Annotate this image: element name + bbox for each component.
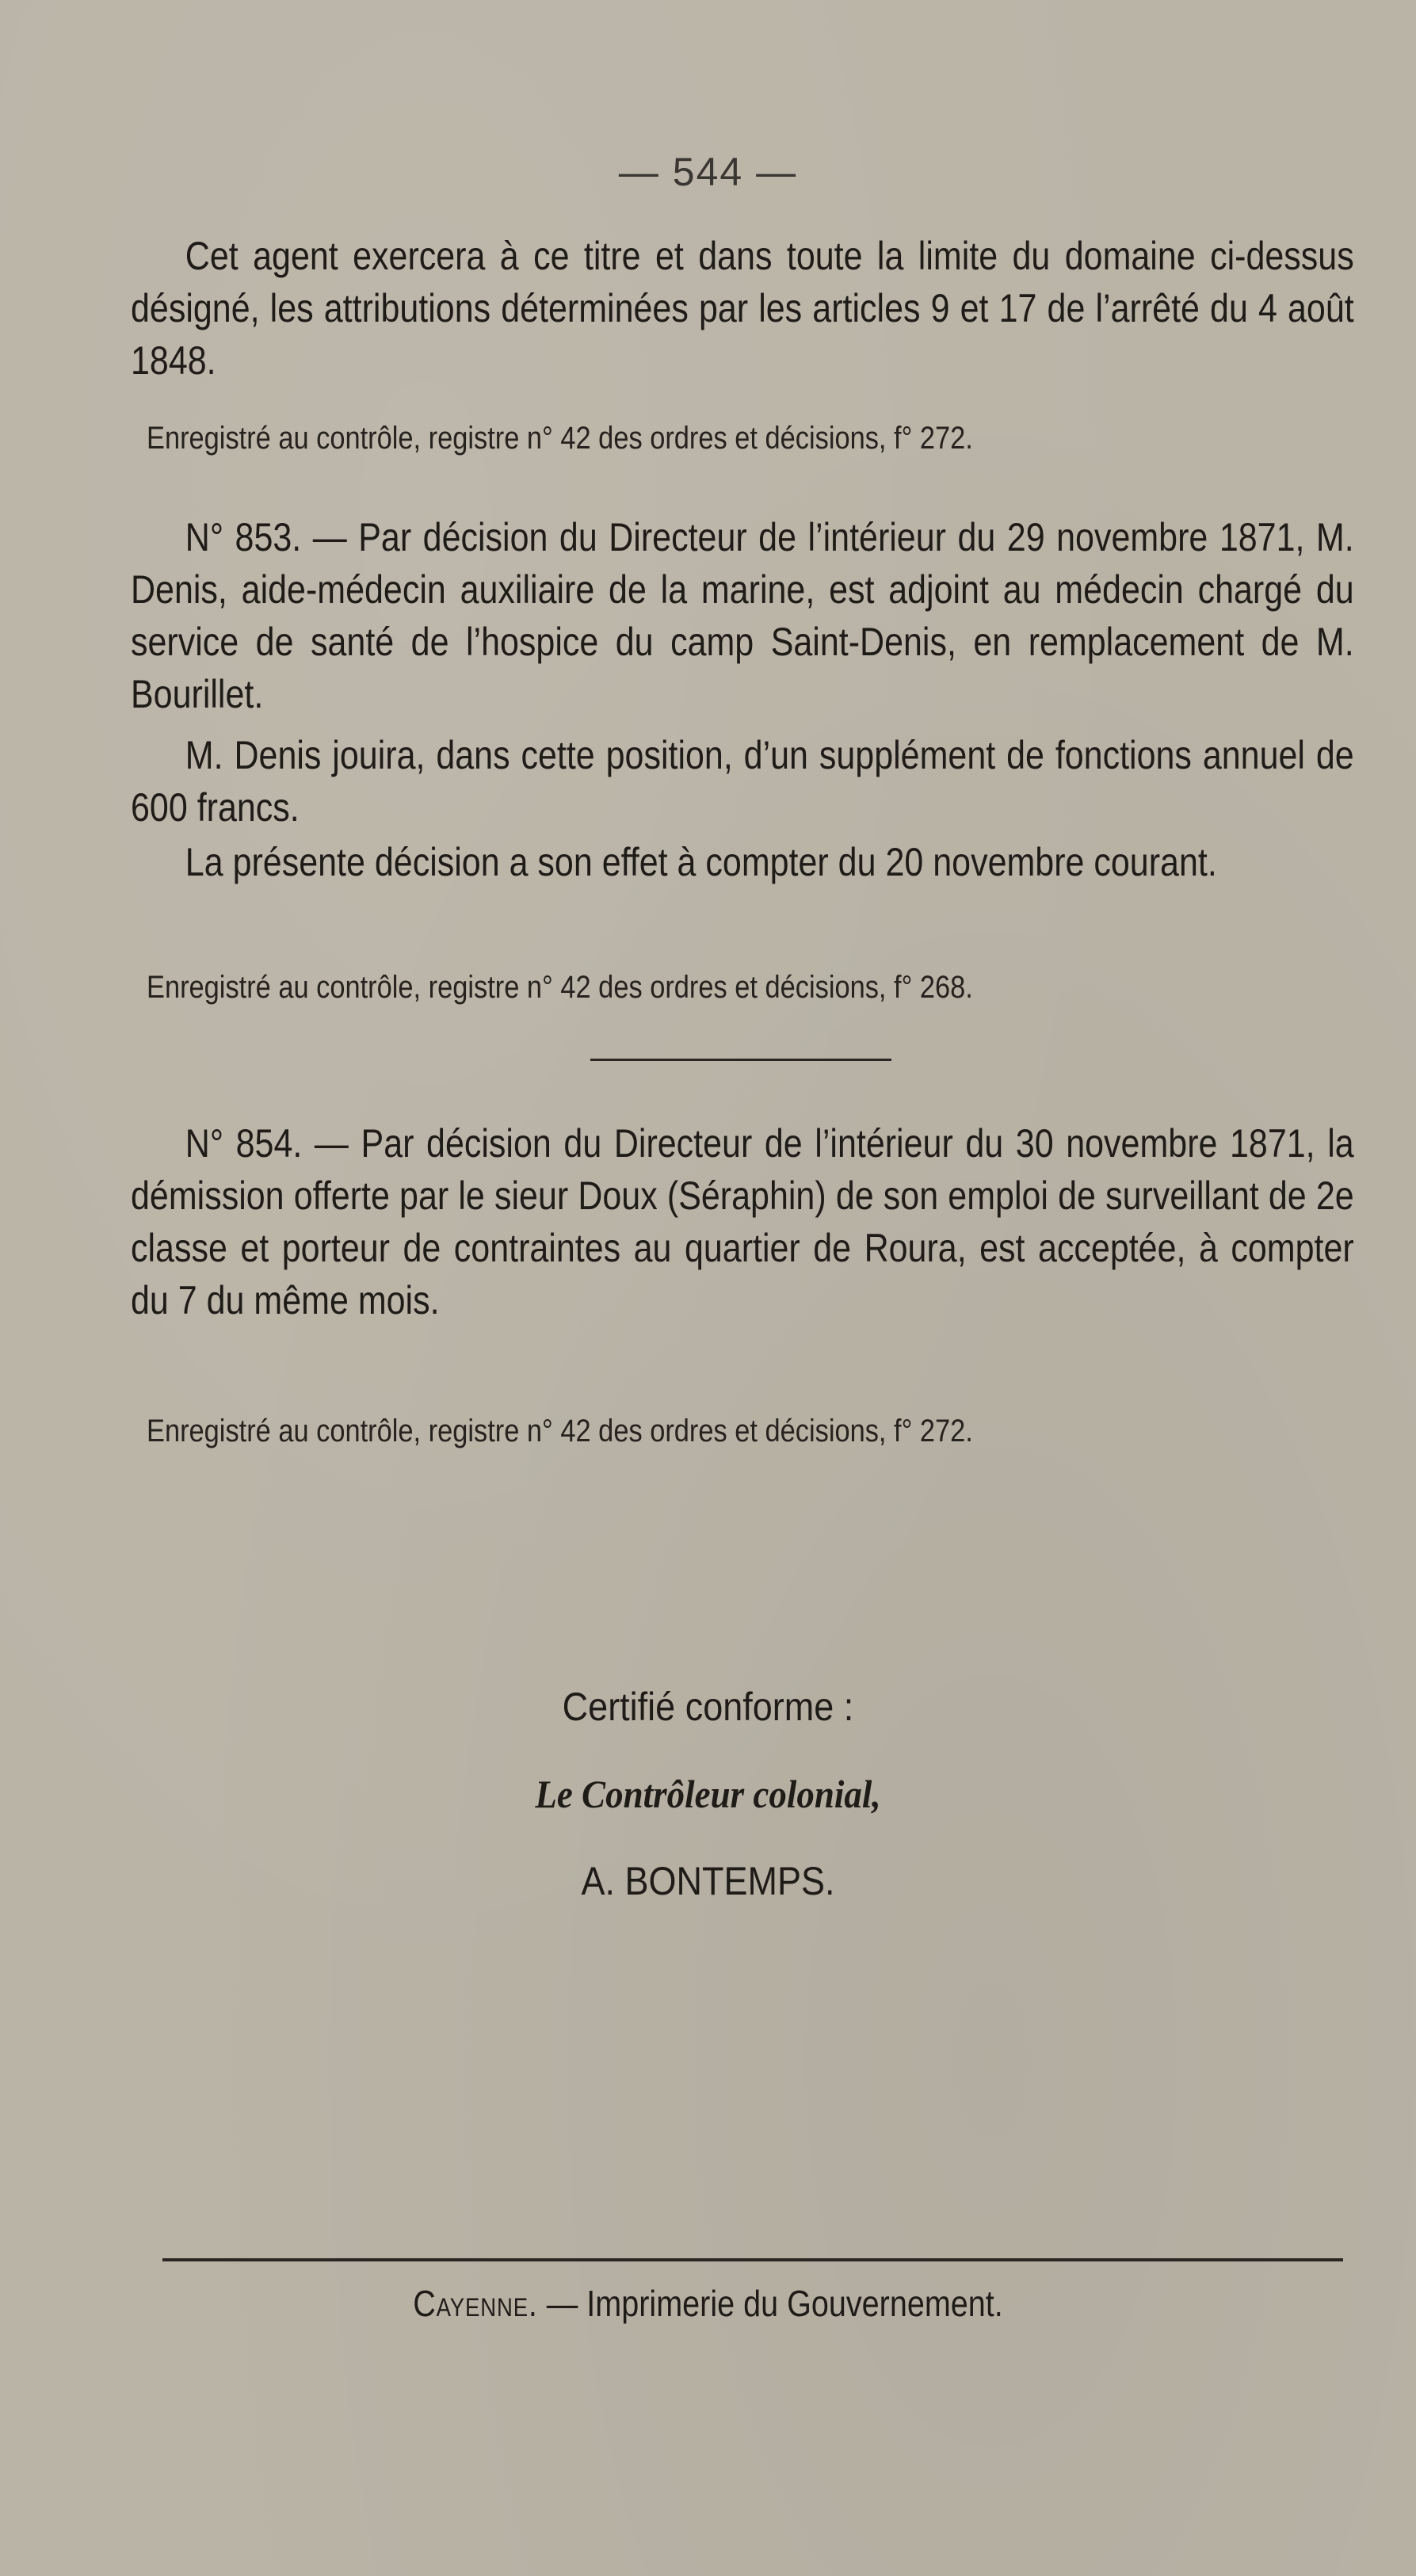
decision-854-registration: Enregistré au contrôle, registre n° 42 des ordres et décisions, f° 272. [147, 1414, 973, 1448]
page-number: — 544 — [618, 150, 798, 194]
footer-city: Cayenne. [413, 2283, 538, 2324]
decision-853-effect: La présente décision a son effet à compter du 20 novembre courant. [185, 840, 1217, 884]
certification-line: Certifié conforme : [562, 1685, 854, 1729]
signatory-role: Le Contrôleur colonial, [535, 1772, 881, 1816]
decision-853-supplement: M. Denis jouira, dans cette position, d’un supplément de fonctions annuel de 600 francs. [131, 733, 1354, 830]
signatory-name: A. BONTEMPS. [581, 1859, 835, 1903]
footer-imprint [99, 2282, 1317, 2325]
section-divider [590, 1059, 891, 1061]
footer-printer: — Imprimerie du Gouvernement. [537, 2283, 1003, 2324]
decision-854-paragraph: N° 854. — Par décision du Directeur de l’intérieur du 30 novembre 1871, la démission offerte par le sieur Doux (Séraphin) de son emploi de surveillant de 2e classe et porteur de contraintes au quartier de Roura, est acceptée, à compter du 7 du même mois. [131, 1121, 1354, 1322]
footer-rule [162, 2258, 1343, 2261]
decision-853-registration: Enregistré au contrôle, registre n° 42 des ordres et décisions, f° 268. [147, 970, 973, 1005]
decision-853-paragraph: N° 853. — Par décision du Directeur de l’intérieur du 29 novembre 1871, M. Denis, aide-médecin auxiliaire de la marine, est adjoint au médecin chargé du service de santé de l’hospice du camp Saint-Denis, en remplacement de M. Bourillet. [131, 515, 1354, 716]
intro-registration: Enregistré au contrôle, registre n° 42 des ordres et décisions, f° 272. [147, 421, 973, 456]
intro-paragraph: Cet agent exercera à ce titre et dans toute la limite du domaine ci-dessus désigné, les attributions déterminées par les articles 9 et 17 de l’arrêté du 4 août 1848. [131, 234, 1354, 383]
